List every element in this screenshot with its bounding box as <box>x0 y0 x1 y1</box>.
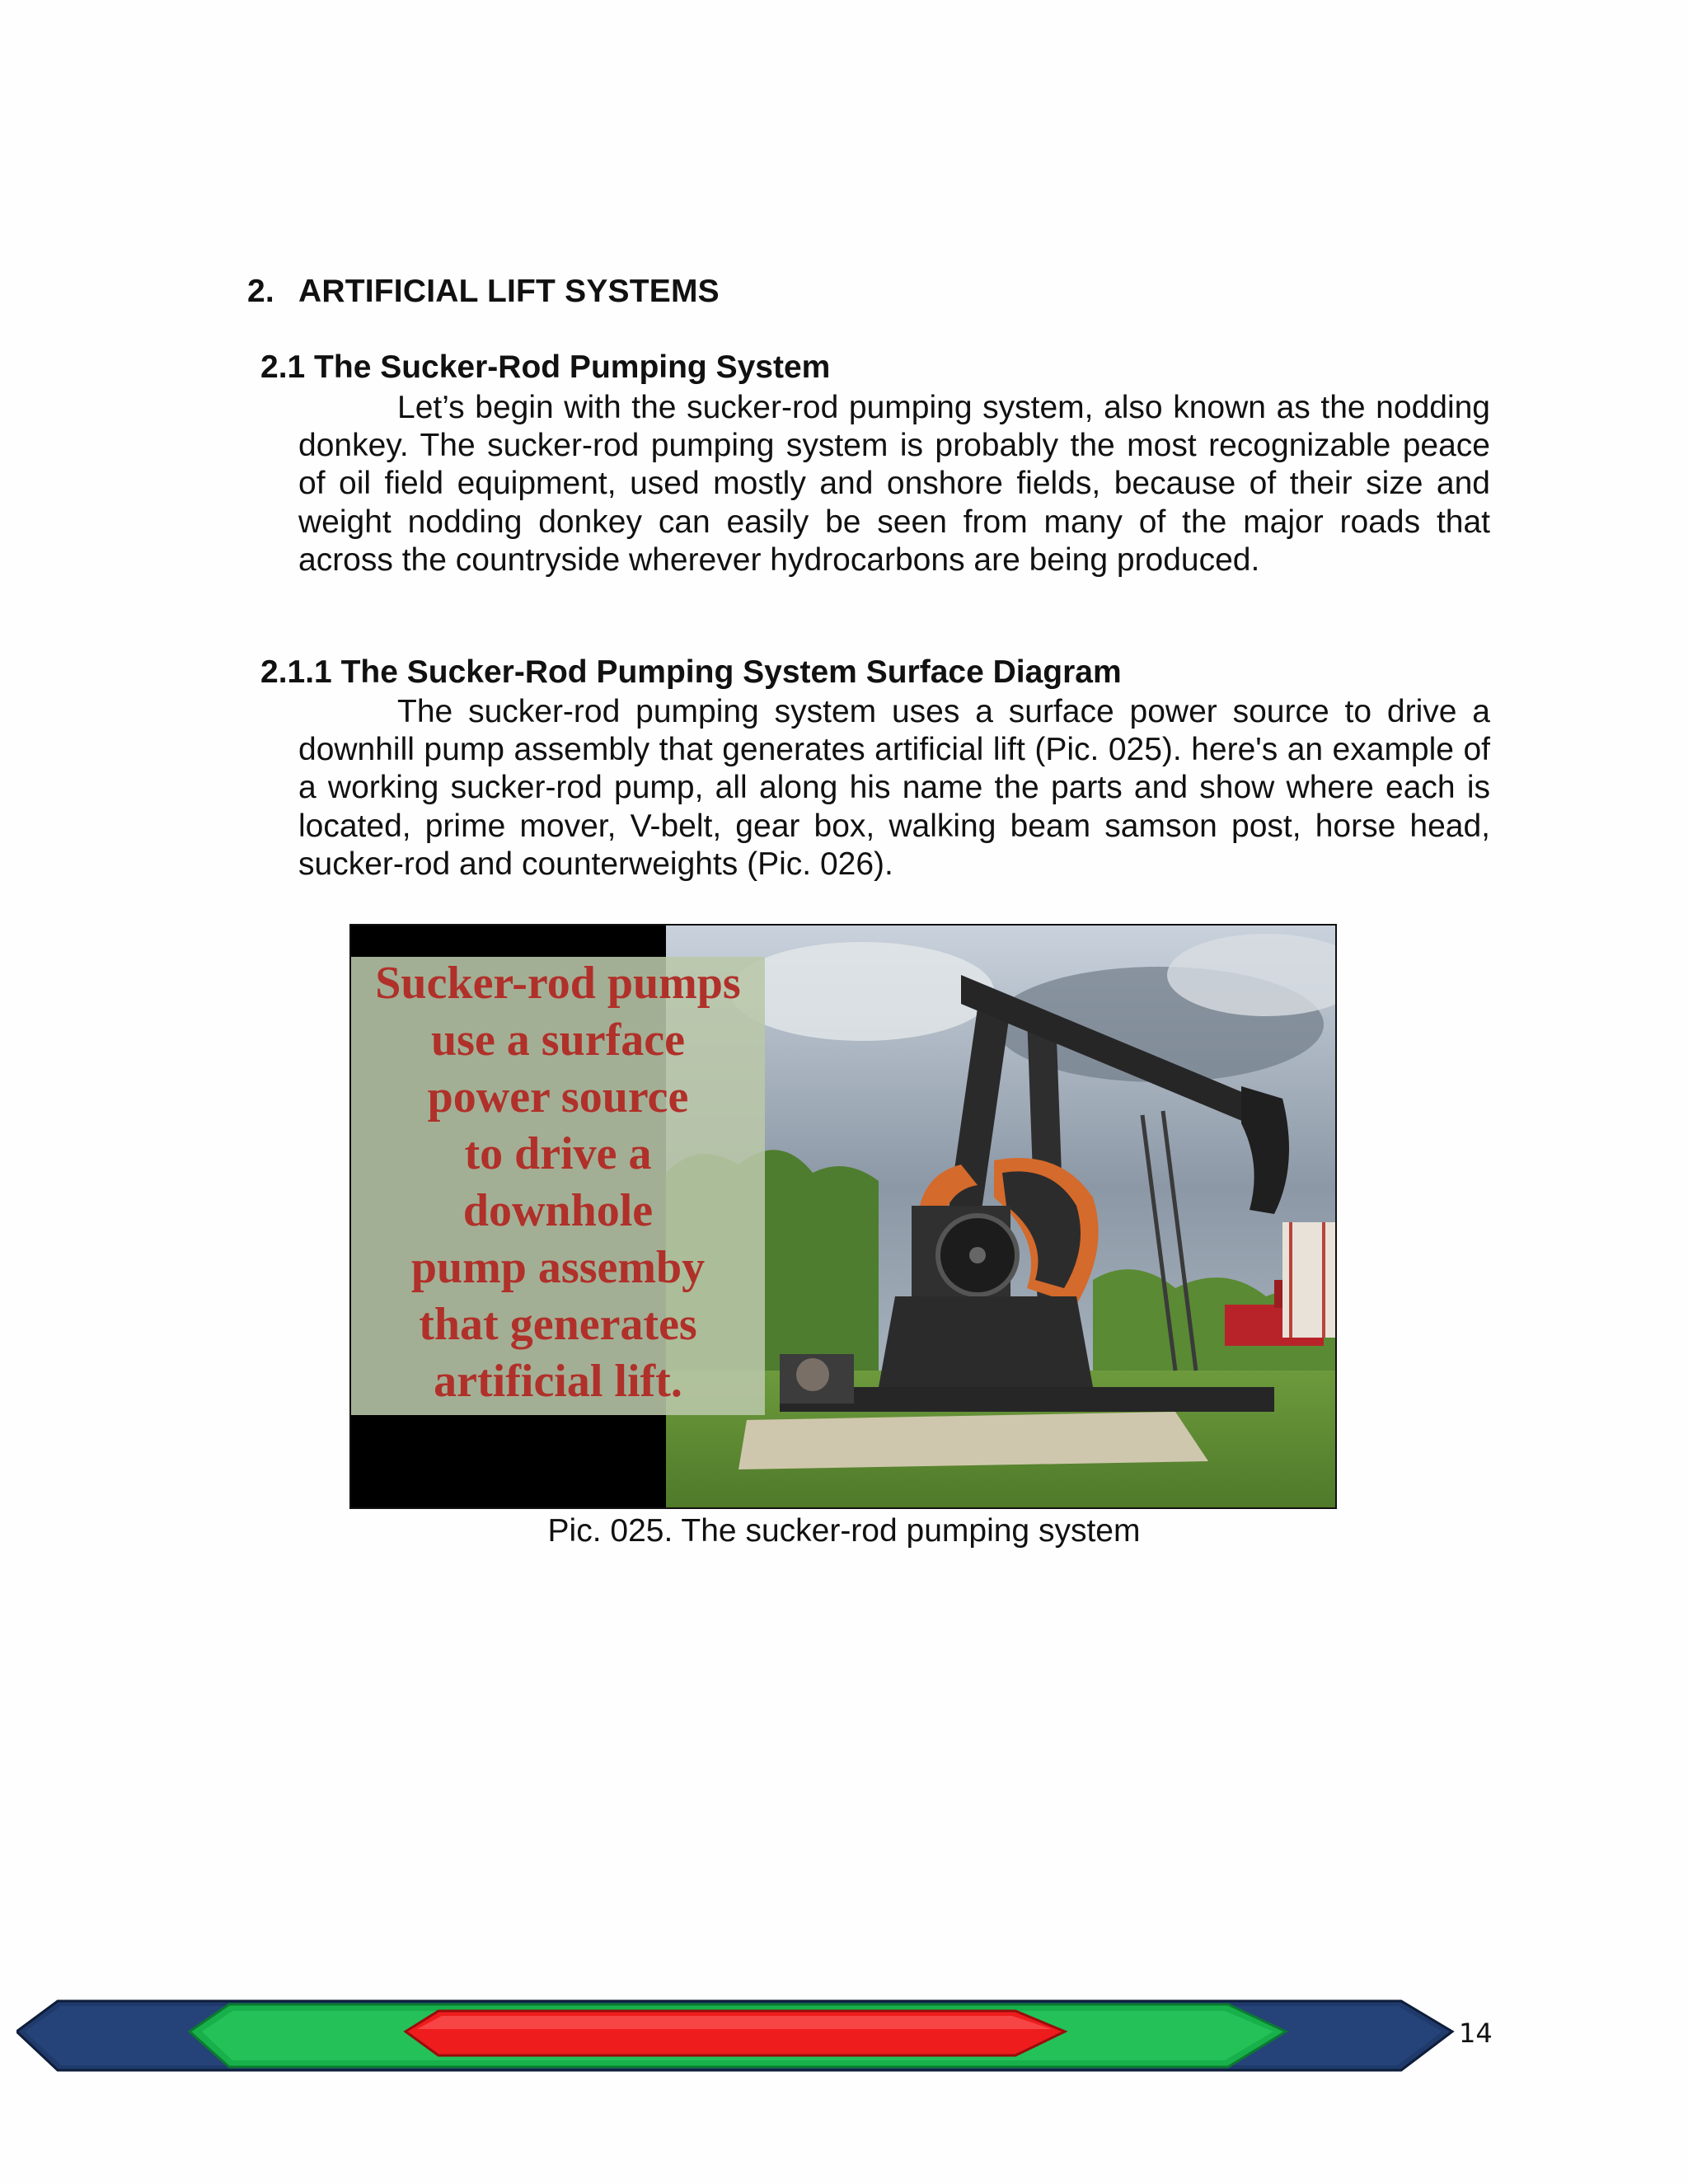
overlay-line-6: pump assemby <box>410 1242 706 1293</box>
figure-caption: Pic. 025. The sucker-rod pumping system <box>547 1513 1141 1549</box>
footer-decorative-bar <box>16 1994 1461 2077</box>
overlay-line-8: artificial lift. <box>434 1356 682 1407</box>
overlay-line-5: downhole <box>462 1185 654 1236</box>
overlay-line-7: that generates <box>419 1299 697 1350</box>
overlay-line-3: power source <box>427 1071 689 1122</box>
subsection-heading-2-1-1: 2.1.1 The Sucker-Rod Pumping System Surface Diagram <box>260 654 1122 690</box>
subsection-heading-2-1: 2.1 The Sucker-Rod Pumping System <box>260 349 831 385</box>
section-title: ARTIFICIAL LIFT SYSTEMS <box>298 274 720 309</box>
subsection-paragraph-2-1-1: The sucker-rod pumping system uses a surface power source to drive a downhill pump assembly that generates artificial lift (Pic. 025). here's an example of a working sucker-rod pump, all along his name the parts and show where each is located, prime mover, V-belt, gear box, walking beam samson post, horse head, sucker-rod and counterweights (Pic. 026). <box>298 694 1490 882</box>
pump-photo <box>351 926 1335 1507</box>
overlay-line-1: Sucker-rod pumps <box>375 958 741 1009</box>
pump-photo-figure <box>349 924 1337 1509</box>
page-number: 14 <box>1459 2018 1493 2049</box>
overlay-line-2: use a surface <box>431 1015 685 1066</box>
section-number: 2. <box>247 274 274 309</box>
overlay-line-4: to drive a <box>464 1128 652 1179</box>
subsection-paragraph-2-1: Let’s begin with the sucker-rod pumping system, also known as the nodding donkey. The sucker-rod pumping system is probably the most recognizable peace of oil field equipment, used mostly and onshore fields, because of their size and weight nodding donkey can easily be seen from many of the major roads that across the countryside wherever hydrocarbons are being produced. <box>298 390 1490 578</box>
section-heading <box>247 274 720 310</box>
